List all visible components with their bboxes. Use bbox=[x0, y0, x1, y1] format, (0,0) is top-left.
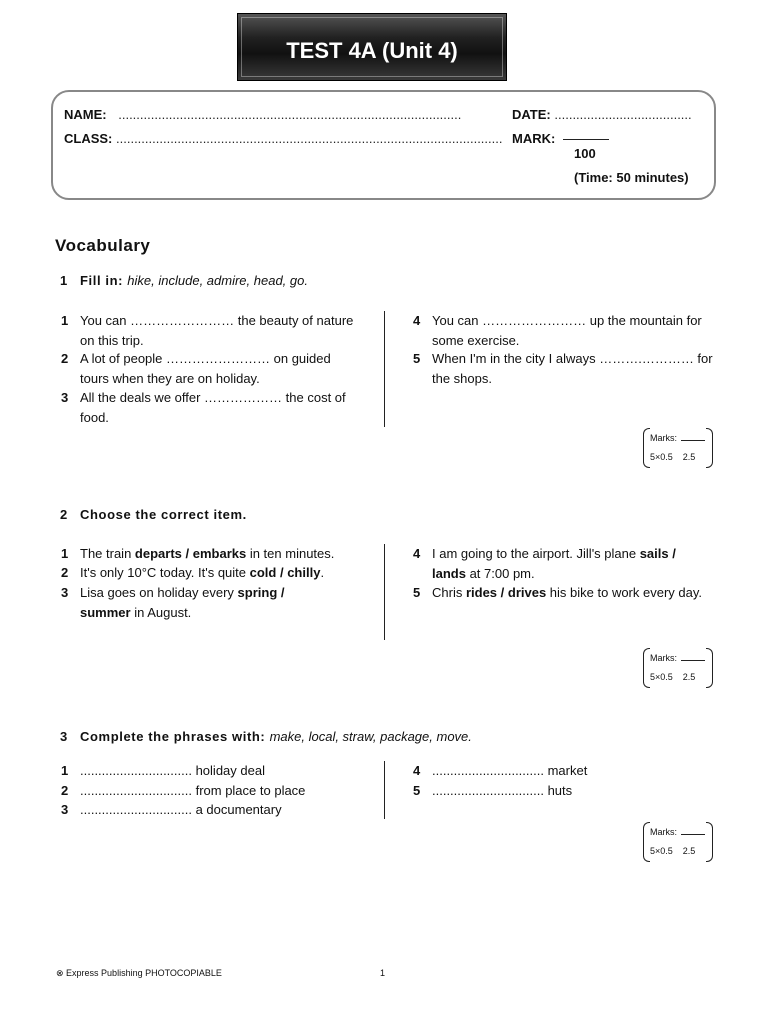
mark-total: 100 bbox=[574, 146, 596, 161]
option-b[interactable]: embarks bbox=[192, 546, 247, 561]
class-label: CLASS: bbox=[64, 131, 113, 146]
list-item: 2 A lot of people …………………… on guided tours when they are on holiday. bbox=[61, 351, 331, 386]
option-a[interactable]: sails bbox=[639, 546, 669, 561]
mark-field[interactable] bbox=[512, 131, 555, 146]
exercise-instruction: Complete the phrases with: bbox=[80, 729, 266, 744]
test-title: TEST 4A (Unit 4) bbox=[286, 38, 458, 63]
mark-fraction-line bbox=[563, 139, 609, 140]
option-b[interactable]: lands bbox=[432, 565, 466, 581]
list-item: 5 When I'm in the city I always ……….………… for the shops. bbox=[413, 351, 713, 386]
list-item: 2 ............................... from place to place bbox=[61, 783, 306, 798]
option-a[interactable]: departs bbox=[134, 546, 182, 561]
section-title: Vocabulary bbox=[55, 236, 151, 255]
list-item: 4 ............................... market bbox=[413, 763, 588, 778]
exercise-instruction: Fill in: bbox=[80, 273, 124, 288]
title-banner bbox=[237, 13, 507, 81]
list-item: 2 It's only 10°C today. It's quite cold / chilly. bbox=[61, 565, 325, 580]
exercise-3-heading bbox=[60, 729, 472, 744]
word-list: make, local, straw, package, move. bbox=[269, 729, 472, 744]
option-a[interactable]: rides bbox=[465, 585, 498, 600]
list-item: 1 You can …………………… the beauty of nature on this trip. bbox=[61, 313, 354, 348]
exercise-number: 3 bbox=[60, 729, 68, 744]
time-limit: (Time: 50 minutes) bbox=[574, 170, 689, 185]
list-item: 3 All the deals we offer ……………… the cost of food. bbox=[61, 390, 346, 425]
option-a[interactable]: spring bbox=[237, 585, 278, 600]
word-list: hike, include, admire, head, go. bbox=[127, 273, 308, 288]
option-b[interactable]: summer bbox=[80, 604, 131, 620]
exercise-number: 1 bbox=[60, 273, 68, 288]
footer-copyright: ⊗ Express Publishing PHOTOCOPIABLE bbox=[56, 968, 222, 978]
exercise-instruction: Choose the correct item. bbox=[80, 507, 247, 522]
option-a[interactable]: cold bbox=[249, 565, 277, 580]
page-number: 1 bbox=[380, 968, 386, 978]
option-b[interactable]: chilly bbox=[287, 565, 321, 580]
exercise-2-heading bbox=[60, 507, 247, 522]
exercise-1-heading bbox=[60, 273, 308, 288]
list-item: 5 Chris rides / drives his bike to work every day. bbox=[413, 585, 703, 600]
class-field[interactable] bbox=[64, 131, 502, 146]
marks-box: Marks: 5×0.5 2.5 bbox=[643, 428, 713, 468]
date-label: DATE: bbox=[512, 107, 551, 122]
column-divider bbox=[384, 544, 385, 640]
name-field[interactable] bbox=[64, 107, 461, 122]
list-item: 5 ............................... huts bbox=[413, 783, 573, 798]
date-dots: ...................................... bbox=[554, 107, 692, 122]
mark-label: MARK: bbox=[512, 131, 556, 146]
marks-box: Marks: 5×0.5 2.5 bbox=[643, 648, 713, 688]
column-divider bbox=[384, 311, 385, 427]
list-item: 1 The train departs / embarks in ten minutes. bbox=[61, 546, 335, 561]
name-dots: ............................................................................................... bbox=[118, 107, 462, 122]
list-item: 4 You can …………………… up the mountain for some exercise. bbox=[413, 313, 702, 348]
option-b[interactable]: drives bbox=[507, 585, 547, 600]
list-item: 3 Lisa goes on holiday every spring / summer in August. bbox=[61, 585, 285, 620]
date-field[interactable] bbox=[512, 107, 692, 122]
name-label: NAME: bbox=[64, 107, 107, 122]
list-item: 3 ............................... a documentary bbox=[61, 802, 282, 817]
exercise-number: 2 bbox=[60, 507, 68, 522]
marks-box: Marks: 5×0.5 2.5 bbox=[643, 822, 713, 862]
class-dots: ........................................................................................................... bbox=[116, 131, 503, 146]
list-item: 1 ............................... holiday deal bbox=[61, 763, 265, 778]
list-item: 4 I am going to the airport. Jill's plane sails / lands at 7:00 pm. bbox=[413, 546, 676, 581]
column-divider bbox=[384, 761, 385, 819]
